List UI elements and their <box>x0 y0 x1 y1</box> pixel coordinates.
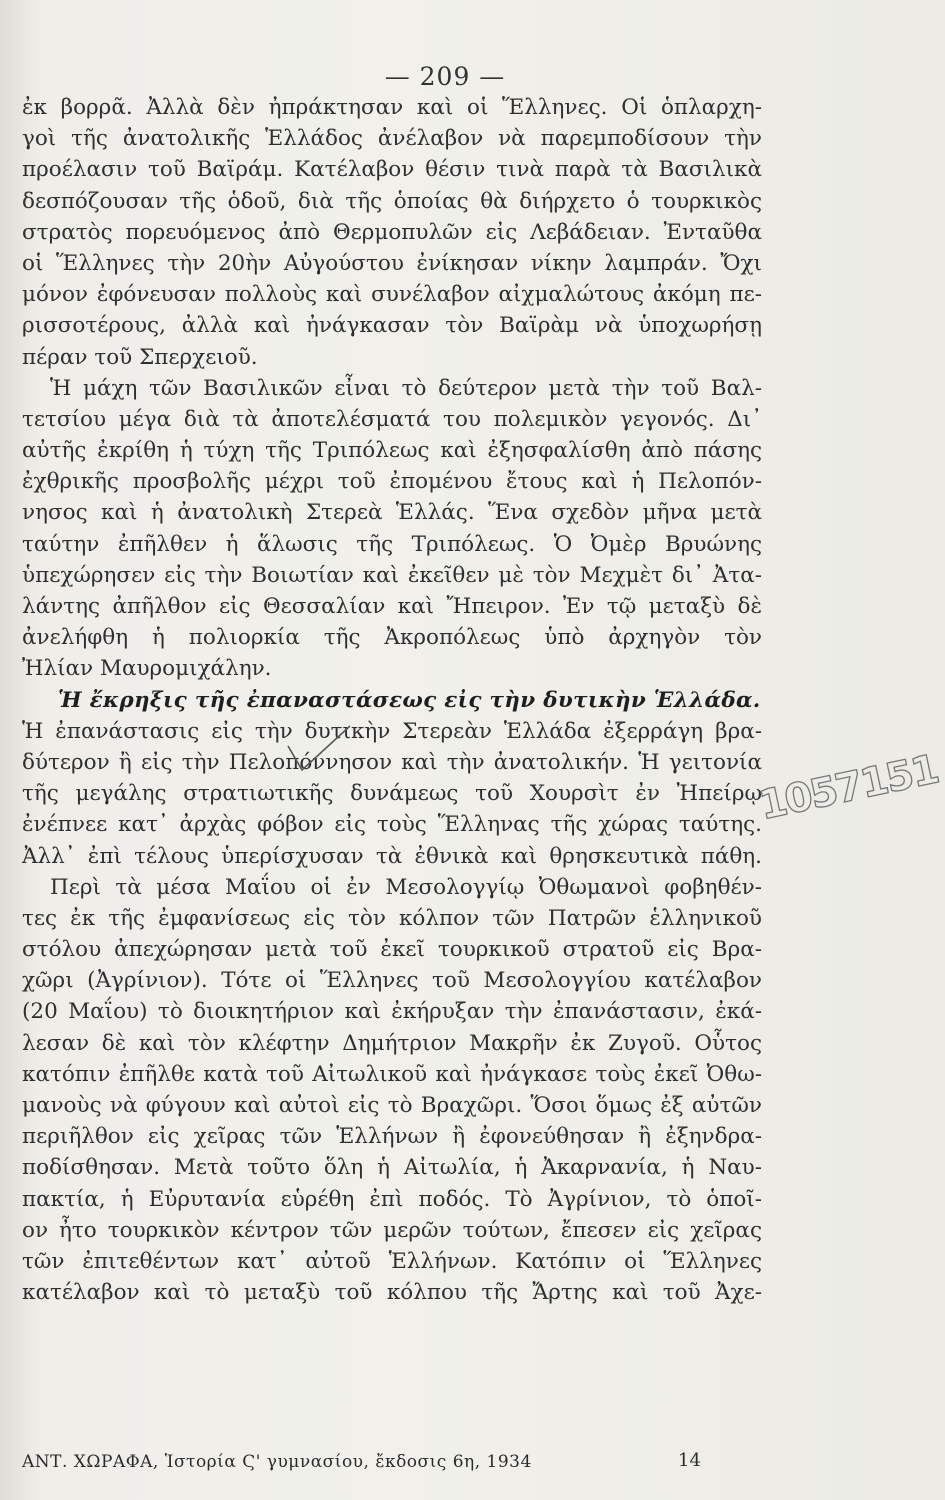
text-line: περιῆλθον εἰς χεῖρας τῶν Ἑλλήνων ἢ ἐφονεύθησαν ἢ ἐξηνδρα- <box>22 1124 762 1150</box>
text-line: οἱ Ἕλληνες τὴν 20ὴν Αὐγούστου ἐνίκησαν νίκην λαμπράν. Ὄχι <box>22 250 762 276</box>
text-line: τῆς μεγάλης στρατιωτικῆς δυνάμεως τοῦ Χουρσὶτ ἐν Ἠπείρῳ <box>22 781 762 807</box>
text-line: κατέλαβον καὶ τὸ μεταξὺ τοῦ κόλπου τῆς Ἄρτης καὶ τοῦ Ἀχε- <box>22 1280 762 1306</box>
text-line: λεσαν δὲ καὶ τὸν κλέφτην Δημήτριον Μακρῆν ἐκ Ζυγοῦ. Οὗτος <box>22 1030 762 1056</box>
text-line: Ἀλλ᾽ ἐπὶ τέλους ὑπερίσχυσαν τὰ ἐθνικὰ καὶ θρησκευτικὰ πάθη. <box>22 843 762 869</box>
text-line: τετσίου μέγα διὰ τὰ ἀποτελέσματά του πολεμικὸν γεγονός. Δι᾽ <box>22 406 762 432</box>
text-line: ρισσοτέρους, ἀλλὰ καὶ ἠνάγκασαν τὸν Βαϊρὰμ νὰ ὑποχωρήσῃ <box>22 313 762 339</box>
text-line: λάντης ἀπῆλθον εἰς Θεσσαλίαν καὶ Ἤπειρον. Ἐν τῷ μεταξὺ δὲ <box>22 594 762 619</box>
text-line: στρατὸς πορευόμενος ἀπὸ Θερμοπυλῶν εἰς Λεβάδειαν. Ἐνταῦθα <box>22 219 762 245</box>
text-line: ποδίσθησαν. Μετὰ τοῦτο ὅλη ἡ Αἰτωλία, ἡ Ἀκαρνανία, ἡ Ναυ- <box>22 1155 762 1181</box>
text-line: αὐτῆς ἐκρίθη ἡ τύχη τῆς Τριπόλεως καὶ ἐξησφαλίσθη ἀπὸ πάσης <box>22 438 762 464</box>
body-text <box>22 92 762 1308</box>
text-line: Ἡ μάχη τῶν Βασιλικῶν εἶναι τὸ δεύτερον μετὰ τὴν τοῦ Βαλ- <box>50 375 762 401</box>
text-line: χῶρι (Ἀγρίνιον). Τότε οἱ Ἕλληνες τοῦ Μεσολογγίου κατέλαβον <box>22 968 762 994</box>
library-stamp <box>755 746 942 843</box>
footer-citation: ΑΝΤ. ΧΩΡΑΦΑ, Ἱστορία Ϛ' γυμνασίου, ἔκδοσις 6η, 1934 <box>22 1452 532 1472</box>
pencil-checkmark <box>284 724 354 774</box>
text-line: ἀνελήφθη ἡ πολιορκία τῆς Ἀκροπόλεως ὑπὸ ἀρχηγὸν τὸν <box>22 625 762 651</box>
text-line: Ἡ ἐπανάστασις εἰς τὴν δυτικὴν Στερεὰν Ἑλλάδα ἐξερράγη βρα- <box>22 718 762 744</box>
text-line: ταύτην ἐπῆλθεν ἡ ἅλωσις τῆς Τριπόλεως. Ὁ Ὀμὲρ Βρυώνης <box>22 531 762 557</box>
text-line: νησος καὶ ἡ ἀνατολικὴ Στερεὰ Ἑλλάς. Ἕνα σχεδὸν μῆνα μετὰ <box>22 500 762 526</box>
text-line: πέραν τοῦ Σπερχειοῦ. <box>22 344 258 370</box>
text-line: (20 Μαΐου) τὸ διοικητήριον καὶ ἐκήρυξαν τὴν ἐπανάστασιν, ἐκά- <box>22 999 762 1025</box>
page-number: — 209 — <box>384 62 506 91</box>
text-line: γοὶ τῆς ἀνατολικῆς Ἑλλάδος ἀνέλαβον νὰ παρεμποδίσουν τὴν <box>22 126 762 152</box>
text-line: ον ἦτο τουρκικὸν κέντρον τῶν μερῶν τούτων, ἔπεσεν εἰς χεῖρας <box>22 1217 762 1243</box>
text-line: ὑπεχώρησεν εἰς τὴν Βοιωτίαν καὶ ἐκεῖθεν μὲ τὸν Μεχμὲτ δι᾽ Ἀτα- <box>22 562 762 588</box>
text-line: προέλασιν τοῦ Βαϊράμ. Κατέλαβον θέσιν τινὰ παρὰ τὰ Βασιλικὰ <box>22 157 762 183</box>
text-line: Ἠλίαν Μαυρομιχάλην. <box>22 656 272 682</box>
section-heading: Ἡ ἔκρηξις τῆς ἐπαναστάσεως εἰς τὴν δυτικὴν Ἑλλάδα. <box>58 687 761 713</box>
text-line: κατόπιν ἐπῆλθε κατὰ τοῦ Αἰτωλικοῦ καὶ ἠνάγκασε τοὺς ἐκεῖ Ὀθω- <box>22 1061 762 1087</box>
text-line: τῶν ἐπιτεθέντων κατ᾽ αὐτοῦ Ἑλλήνων. Κατόπιν οἱ Ἕλληνες <box>22 1248 762 1274</box>
text-line: ἐκ βορρᾶ. Ἀλλὰ δὲν ἠπράκτησαν καὶ οἱ Ἕλληνες. Οἱ ὁπλαρχη- <box>22 95 762 120</box>
text-line: μόνον ἐφόνευσαν πολλοὺς καὶ συνέλαβον αἰχμαλώτους ἀκόμη πε- <box>22 282 762 308</box>
signature-mark: 14 <box>678 1450 701 1471</box>
text-line: ἐχθρικῆς προσβολῆς μέχρι τοῦ ἐπομένου ἔτους καὶ ἡ Πελοπόν- <box>22 469 762 495</box>
text-line: ἐνέπνεε κατ᾽ ἀρχὰς φόβον εἰς τοὺς Ἕλληνας τῆς χώρας ταύτης. <box>22 812 762 838</box>
stamp-text: 1057151 <box>755 746 942 830</box>
text-line: Περὶ τὰ μέσα Μαΐου οἱ ἐν Μεσολογγίῳ Ὀθωμανοὶ φοβηθέν- <box>50 874 762 900</box>
text-line: πακτία, ἡ Εὐρυτανία εὑρέθη ἐπὶ ποδός. Τὸ Ἀγρίνιον, τὸ ὁποῖ- <box>22 1186 762 1212</box>
text-line: τες ἐκ τῆς ἐμφανίσεως εἰς τὸν κόλπον τῶν Πατρῶν ἑλληνικοῦ <box>22 905 762 931</box>
text-line: μανοὺς νὰ φύγουν καὶ αὐτοὶ εἰς τὸ Βραχῶρι. Ὅσοι ὅμως ἐξ αὐτῶν <box>22 1093 762 1118</box>
text-line: στόλου ἀπεχώρησαν μετὰ τοῦ ἐκεῖ τουρκικοῦ στρατοῦ εἰς Βρα- <box>22 937 762 963</box>
text-line: δεσπόζουσαν τῆς ὁδοῦ, διὰ τῆς ὁποίας θὰ διήρχετο ὁ τουρκικὸς <box>22 188 762 214</box>
text-line: δύτερον ἢ εἰς τὴν Πελοπόννησον καὶ τὴν ἀνατολικήν. Ἡ γειτονία <box>22 749 762 775</box>
